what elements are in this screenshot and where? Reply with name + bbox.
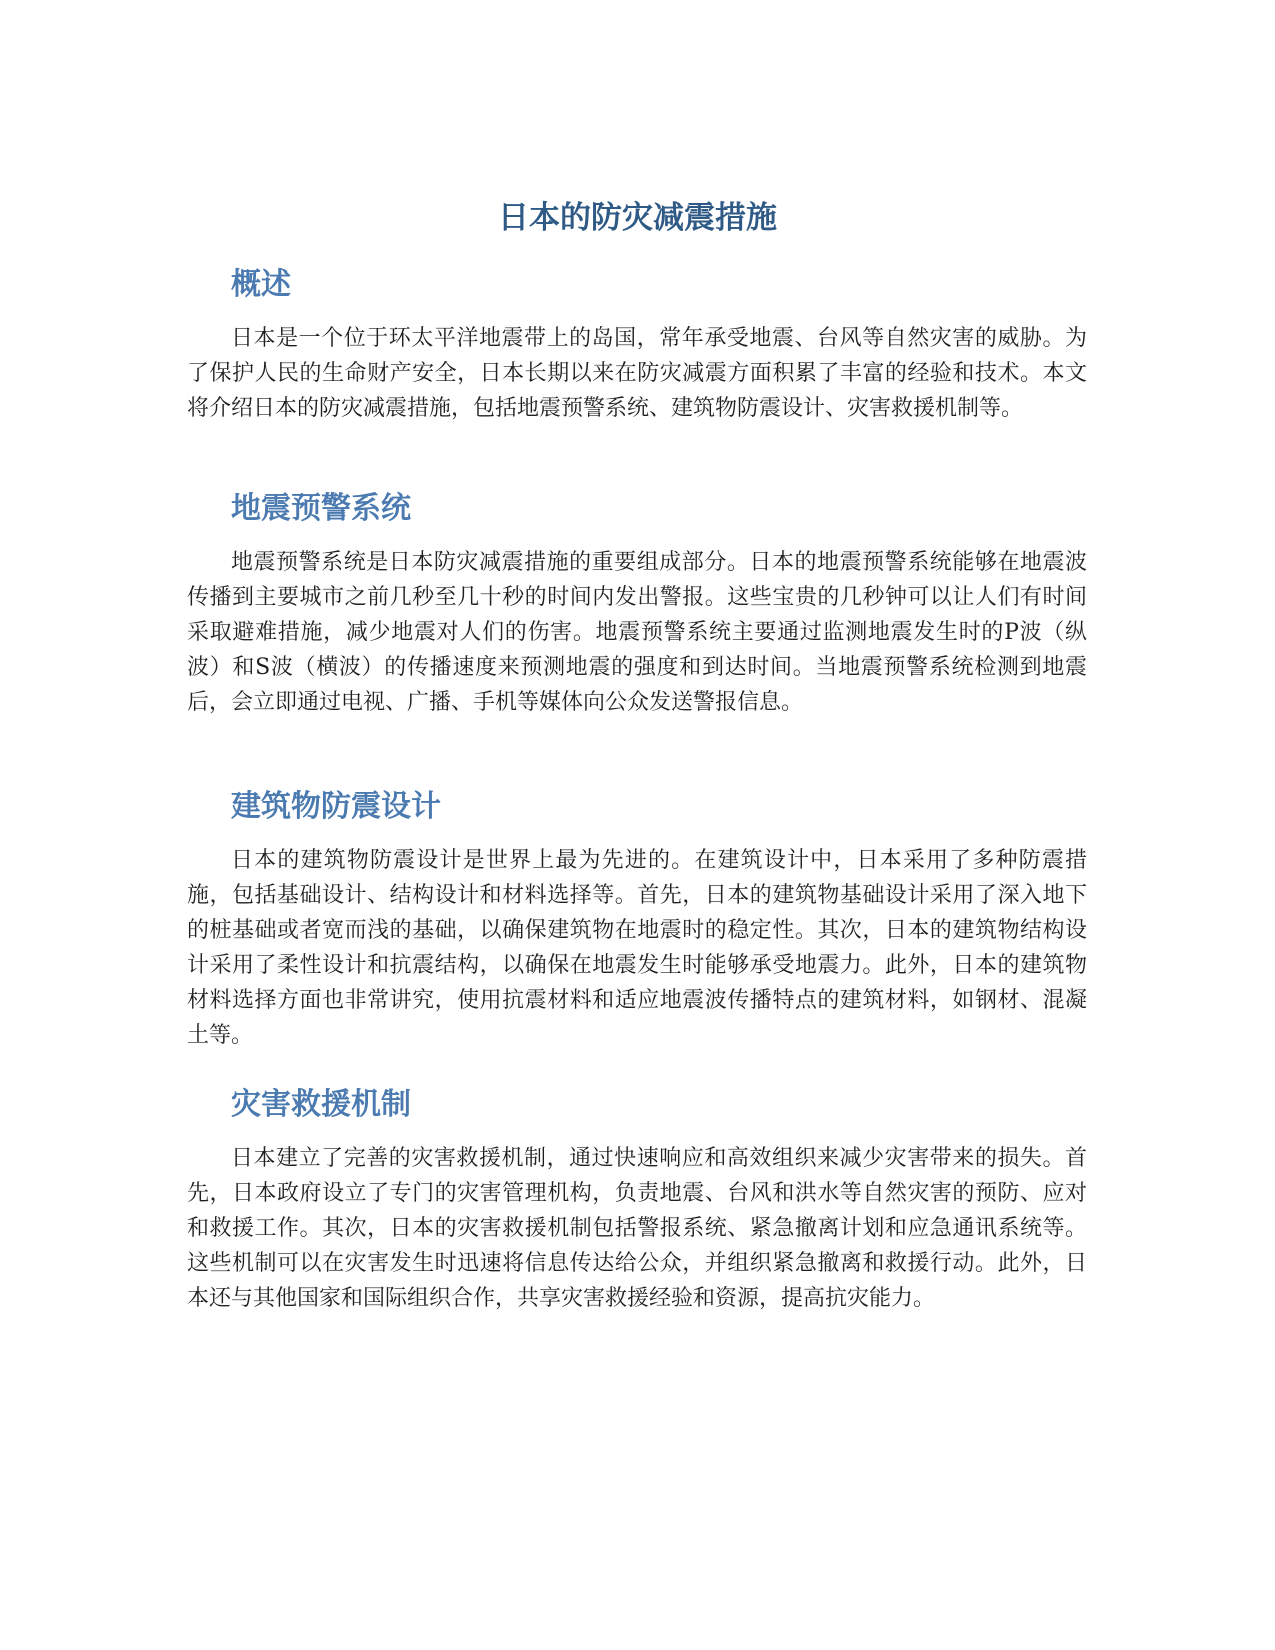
section-heading: 地震预警系统: [231, 491, 411, 526]
section-paragraph: 日本的建筑物防震设计是世界上最为先进的。在建筑设计中，日本采用了多种防震措施，包括基础设计、结构设计和材料选择等。首先，日本的建筑物基础设计采用了深入地下的桩基础或者宽而浅的基础，以确保建筑物在地震时的稳定性。其次，日本的建筑物结构设计采用了柔性设计和抗震结构，以确保在地震发生时能够承受地震力。此外，日本的建筑物材料选择方面也非常讲究，使用抗震材料和适应地震波传播特点的建筑材料，如钢材、混凝土等。: [187, 848, 1087, 1048]
section-paragraph: 日本是一个位于环太平洋地震带上的岛国，常年承受地震、台风等自然灾害的威胁。为了保护人民的生命财产安全，日本长期以来在防灾减震方面积累了丰富的经验和技术。本文将介绍日本的防灾减震措施，包括地震预警系统、建筑物防震设计、灾害救援机制等。: [187, 326, 1087, 421]
section-heading: 灾害救援机制: [231, 1087, 411, 1122]
section-paragraph: 日本建立了完善的灾害救援机制，通过快速响应和高效组织来减少灾害带来的损失。首先，日本政府设立了专门的灾害管理机构，负责地震、台风和洪水等自然灾害的预防、应对和救援工作。其次，日本的灾害救援机制包括警报系统、紧急撤离计划和应急通讯系统等。这些机制可以在灾害发生时迅速将信息传达给公众，并组织紧急撤离和救援行动。此外，日本还与其他国家和国际组织合作，共享灾害救援经验和资源，提高抗灾能力。: [187, 1146, 1087, 1311]
section-earthquake-warning: [187, 487, 1087, 720]
section-overview: [187, 263, 1087, 426]
section-building-design: [187, 785, 1087, 1053]
document-title: 日本的防灾减震措施: [498, 200, 777, 236]
section-heading: 概述: [231, 267, 291, 302]
section-paragraph: 地震预警系统是日本防灾减震措施的重要组成部分。日本的地震预警系统能够在地震波传播到主要城市之前几秒至几十秒的时间内发出警报。这些宝贵的几秒钟可以让人们有时间采取避难措施，减少地震对人们的伤害。地震预警系统主要通过监测地震发生时的P波（纵波）和S波（横波）的传播速度来预测地震的强度和到达时间。当地震预警系统检测到地震后，会立即通过电视、广播、手机等媒体向公众发送警报信息。: [187, 550, 1087, 715]
section-heading: 建筑物防震设计: [231, 789, 441, 824]
section-disaster-rescue: [187, 1083, 1087, 1316]
